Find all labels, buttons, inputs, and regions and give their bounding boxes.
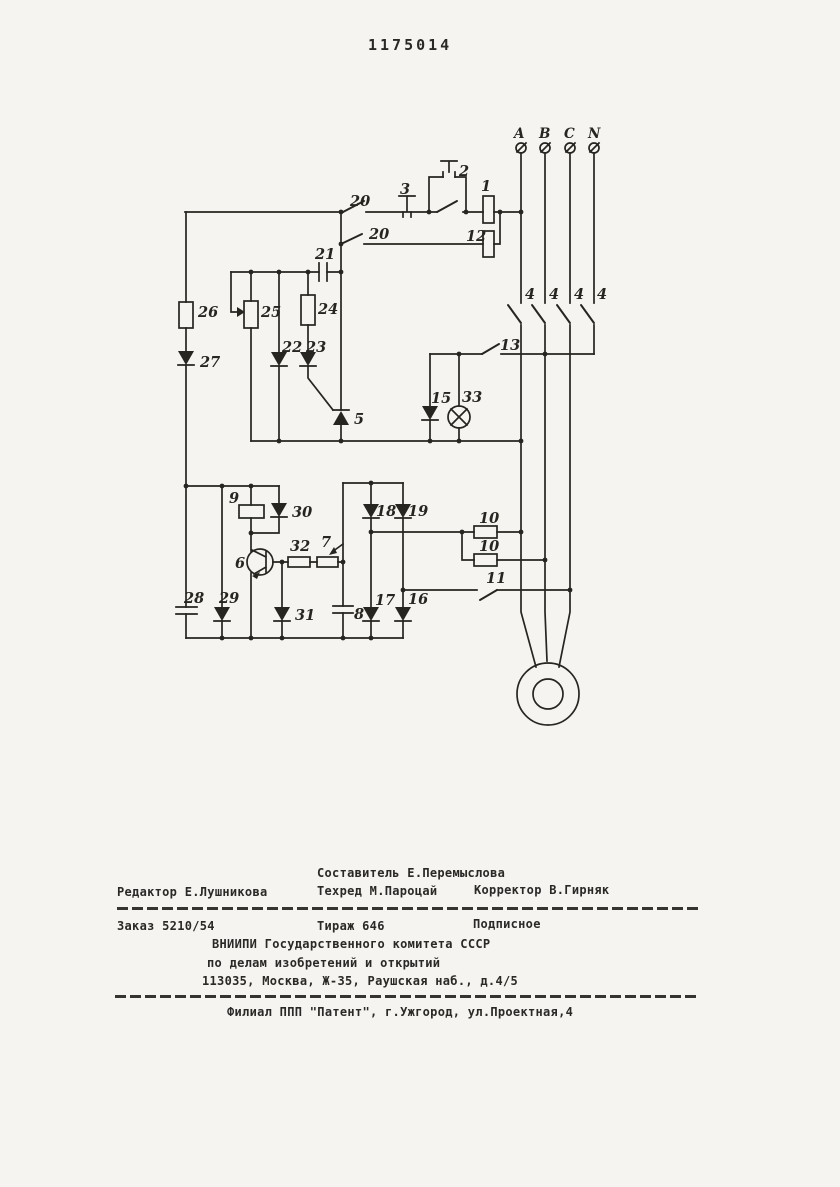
label-21: 21	[315, 246, 336, 263]
diode-30	[271, 503, 287, 517]
diode-27	[178, 351, 194, 365]
label-27: 27	[200, 354, 221, 371]
patent-number: 1175014	[368, 36, 453, 54]
resistor-10b	[474, 554, 497, 566]
imprint-print-run: Тираж 646	[317, 919, 385, 933]
phase-terminal-c	[565, 143, 575, 153]
imprint-org-line3: 113035, Москва, Ж-35, Раушская наб., д.4/5	[202, 974, 519, 988]
resistor-32	[288, 557, 310, 567]
resistor-26	[179, 302, 193, 328]
phase-label-b: B	[539, 126, 551, 142]
imprint-org-line2: по делам изобретений и открытий	[207, 956, 441, 970]
label-4d: 4	[597, 286, 608, 303]
phase-terminal-n	[589, 143, 599, 153]
capacitor-28	[176, 607, 197, 614]
label-7: 7	[321, 534, 332, 551]
phase-label-a: A	[514, 126, 525, 142]
label-3: 3	[400, 181, 411, 198]
label-18: 18	[376, 503, 397, 520]
component-labels	[183, 163, 607, 624]
label-4b: 4	[549, 286, 560, 303]
label-25: 25	[261, 304, 282, 321]
label-30: 30	[292, 504, 313, 521]
label-17: 17	[375, 592, 396, 609]
label-6: 6	[235, 555, 246, 572]
imprint-order: Заказ 5210/54	[117, 919, 215, 933]
label-23: 23	[306, 339, 327, 356]
imprint-techred: Техред М.Пароцай	[317, 884, 438, 898]
phase-labels	[512, 126, 601, 142]
resistor-10a	[474, 526, 497, 538]
imprint-editor: Редактор Е.Лушникова	[117, 885, 268, 899]
label-20a: 20	[350, 193, 371, 210]
label-20b: 20	[369, 226, 390, 243]
label-24: 24	[318, 301, 339, 318]
capacitor-21	[319, 263, 327, 281]
label-15: 15	[431, 390, 452, 407]
diode-29	[214, 607, 230, 621]
label-13: 13	[500, 337, 521, 354]
label-32: 32	[290, 538, 311, 555]
label-2: 2	[459, 163, 470, 180]
label-11: 11	[486, 570, 507, 587]
label-9: 9	[229, 490, 240, 507]
label-33: 33	[462, 389, 483, 406]
imprint-corrector: Корректор В.Гирняк	[474, 883, 610, 897]
imprint-subscription: Подписное	[473, 917, 541, 931]
label-12: 12	[466, 228, 487, 245]
lamp-33	[448, 406, 470, 428]
diode-31	[274, 607, 290, 621]
diode-17	[363, 607, 379, 621]
potentiometer-25	[237, 301, 258, 328]
label-29: 29	[219, 590, 240, 607]
imprint-branch: Филиал ППП "Патент", г.Ужгород, ул.Проектная,4	[227, 1005, 574, 1019]
wires	[185, 153, 594, 667]
motor	[517, 663, 579, 725]
label-16: 16	[408, 591, 429, 608]
capacitor-8	[333, 606, 353, 613]
phase-label-n: N	[588, 126, 601, 142]
phase-terminal-a	[516, 143, 526, 153]
relay-coil-9	[239, 505, 264, 518]
label-4a: 4	[525, 286, 536, 303]
diode-15	[422, 406, 438, 420]
label-31: 31	[295, 607, 316, 624]
junction-dots	[184, 210, 573, 641]
label-26: 26	[198, 304, 219, 321]
separator-line	[117, 907, 700, 910]
label-1: 1	[481, 178, 492, 195]
label-8: 8	[354, 606, 365, 623]
label-4c: 4	[574, 286, 585, 303]
separator-line	[115, 995, 700, 998]
label-10a: 10	[479, 510, 500, 527]
thyristor-5	[333, 410, 349, 425]
coil-1	[483, 196, 494, 223]
label-5: 5	[354, 411, 365, 428]
pushbutton-2	[441, 161, 457, 172]
label-22: 22	[282, 339, 303, 356]
resistor-24	[301, 295, 315, 325]
label-10b: 10	[479, 538, 500, 555]
imprint-org-line1: ВНИИПИ Государственного комитета СССР	[212, 937, 491, 951]
phase-terminal-b	[540, 143, 550, 153]
label-28: 28	[184, 590, 205, 607]
imprint-compiler: Составитель Е.Перемыслова	[317, 866, 506, 880]
pushbutton-3	[399, 196, 415, 217]
phase-label-c: C	[564, 126, 575, 142]
label-19: 19	[408, 503, 429, 520]
diode-16	[395, 607, 411, 621]
